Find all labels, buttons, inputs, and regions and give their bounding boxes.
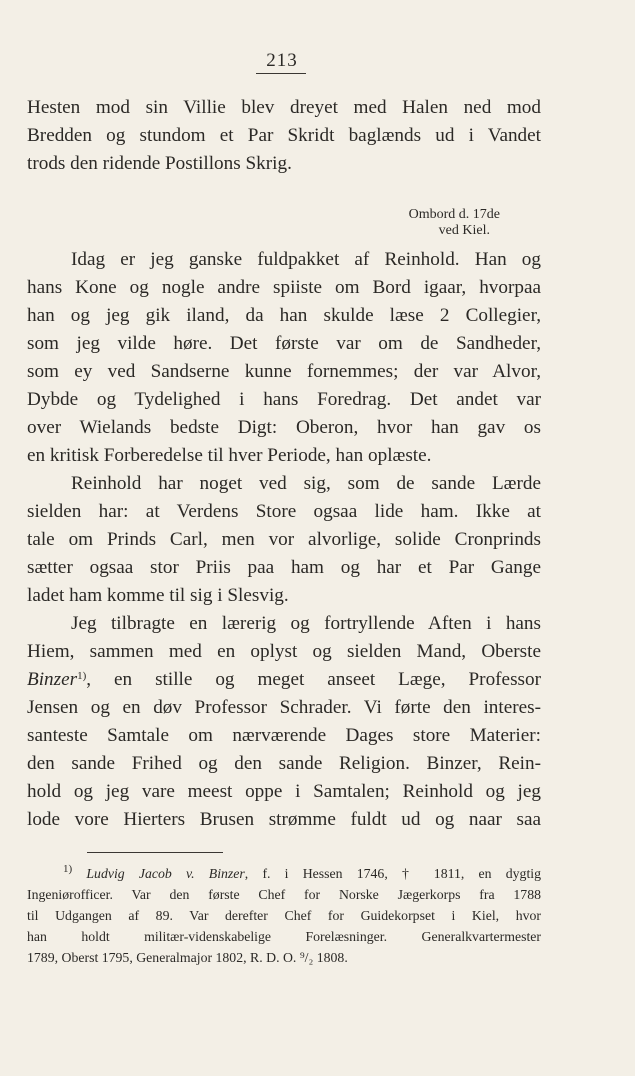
text-line: trods den ridende Postillons Skrig. bbox=[27, 153, 292, 174]
text-line: Hesten mod sin Villie blev dreyet med Halen ned mod bbox=[27, 97, 541, 118]
text-fragment: , en stille og meget anseet Læge, Professor bbox=[86, 669, 541, 690]
paragraph-intro bbox=[27, 94, 541, 178]
text-line: som ey ved Sandserne kunne fornemmes; der var Alvor, bbox=[27, 361, 541, 382]
text-line: sielden har: at Verdens Store ogsaa lide ham. Ikke at bbox=[27, 501, 541, 522]
footnote-rule bbox=[87, 852, 223, 853]
text-line: Jensen og en døv Professor Schrader. Vi førte den interes- bbox=[27, 697, 541, 718]
text-line: Hiem, sammen med en oplyst og sielden Mand, Oberste bbox=[27, 641, 541, 662]
text-line: hans Kone og nogle andre spiiste om Bord igaar, hvorpaa bbox=[27, 277, 541, 298]
text-line: tale om Prinds Carl, men vor alvorlige, solide Cronprinds bbox=[27, 529, 541, 550]
text-fragment: , f. i Hessen 1746, † 1811, en dygtig bbox=[244, 866, 542, 881]
text-line: over Wielands bedste Digt: Oberon, hvor han gav os bbox=[27, 417, 541, 438]
footnote bbox=[27, 863, 541, 968]
text-line: som jeg vilde høre. Det første var om de Sandheder, bbox=[27, 333, 541, 354]
text-line: Jeg tilbragte en lærerig og fortryllende Aften i hans bbox=[71, 613, 541, 634]
footnote-reference[interactable]: 1) bbox=[77, 670, 87, 682]
footnote-line: til Udgangen af 89. Var derefter Chef for Guidekorpset i Kiel, hvor bbox=[27, 908, 541, 923]
page-number-rule bbox=[256, 73, 306, 74]
text-line: santeste Samtale om nærværende Dages store Materier: bbox=[27, 725, 541, 746]
footnote-person-name: Ludvig Jacob v. Binzer bbox=[86, 866, 245, 881]
footnote-line: Ingeniørofficer. Var den første Chef for Norske Jægerkorps fra 1788 bbox=[27, 887, 541, 902]
text-line: en kritisk Forberedelse til hver Periode, han oplæste. bbox=[27, 445, 432, 466]
text-line: han og jeg gik iland, da han skulde læse 2 Collegier, bbox=[27, 305, 541, 326]
text-line: sætter ogsaa stor Priis paa ham og har et Par Gange bbox=[27, 557, 541, 578]
dateline bbox=[409, 207, 500, 239]
dateline-line: Ombord d. 17de bbox=[408, 207, 500, 222]
page-number: 213 bbox=[266, 50, 298, 71]
text-line: Reinhold har noget ved sig, som de sande Lærde bbox=[71, 473, 541, 494]
text-line-binzer bbox=[27, 666, 541, 694]
text-line: Dybde og Tydelighed i hans Foredrag. Det andet var bbox=[27, 389, 541, 410]
footnote-line bbox=[27, 863, 541, 884]
text-line: hold og jeg vare meest oppe i Samtalen; Reinhold og jeg bbox=[27, 781, 541, 802]
text-line: den sande Frihed og den sande Religion. Binzer, Rein- bbox=[27, 753, 541, 774]
text-line: lode vore Hierters Brusen strømme fuldt ud og naar saa bbox=[27, 809, 541, 830]
footnote-marker: 1) bbox=[63, 863, 73, 875]
footnote-line: han holdt militær-videnskabelige Forelæsninger. Generalkvartermester bbox=[27, 929, 541, 944]
dateline-line: ved Kiel. bbox=[438, 223, 490, 238]
text-line: Bredden og stundom et Par Skridt baglænds ud i Vandet bbox=[27, 125, 541, 146]
text-line: Idag er jeg ganske fuldpakket af Reinhold. Han og bbox=[71, 249, 541, 270]
footnote-line: 1789, Oberst 1795, Generalmajor 1802, R. D. O. ⁹/₂ 1808. bbox=[27, 950, 348, 965]
person-name-binzer: Binzer bbox=[27, 669, 78, 690]
text-line: ladet ham komme til sig i Slesvig. bbox=[27, 585, 289, 606]
main-text bbox=[27, 246, 541, 834]
